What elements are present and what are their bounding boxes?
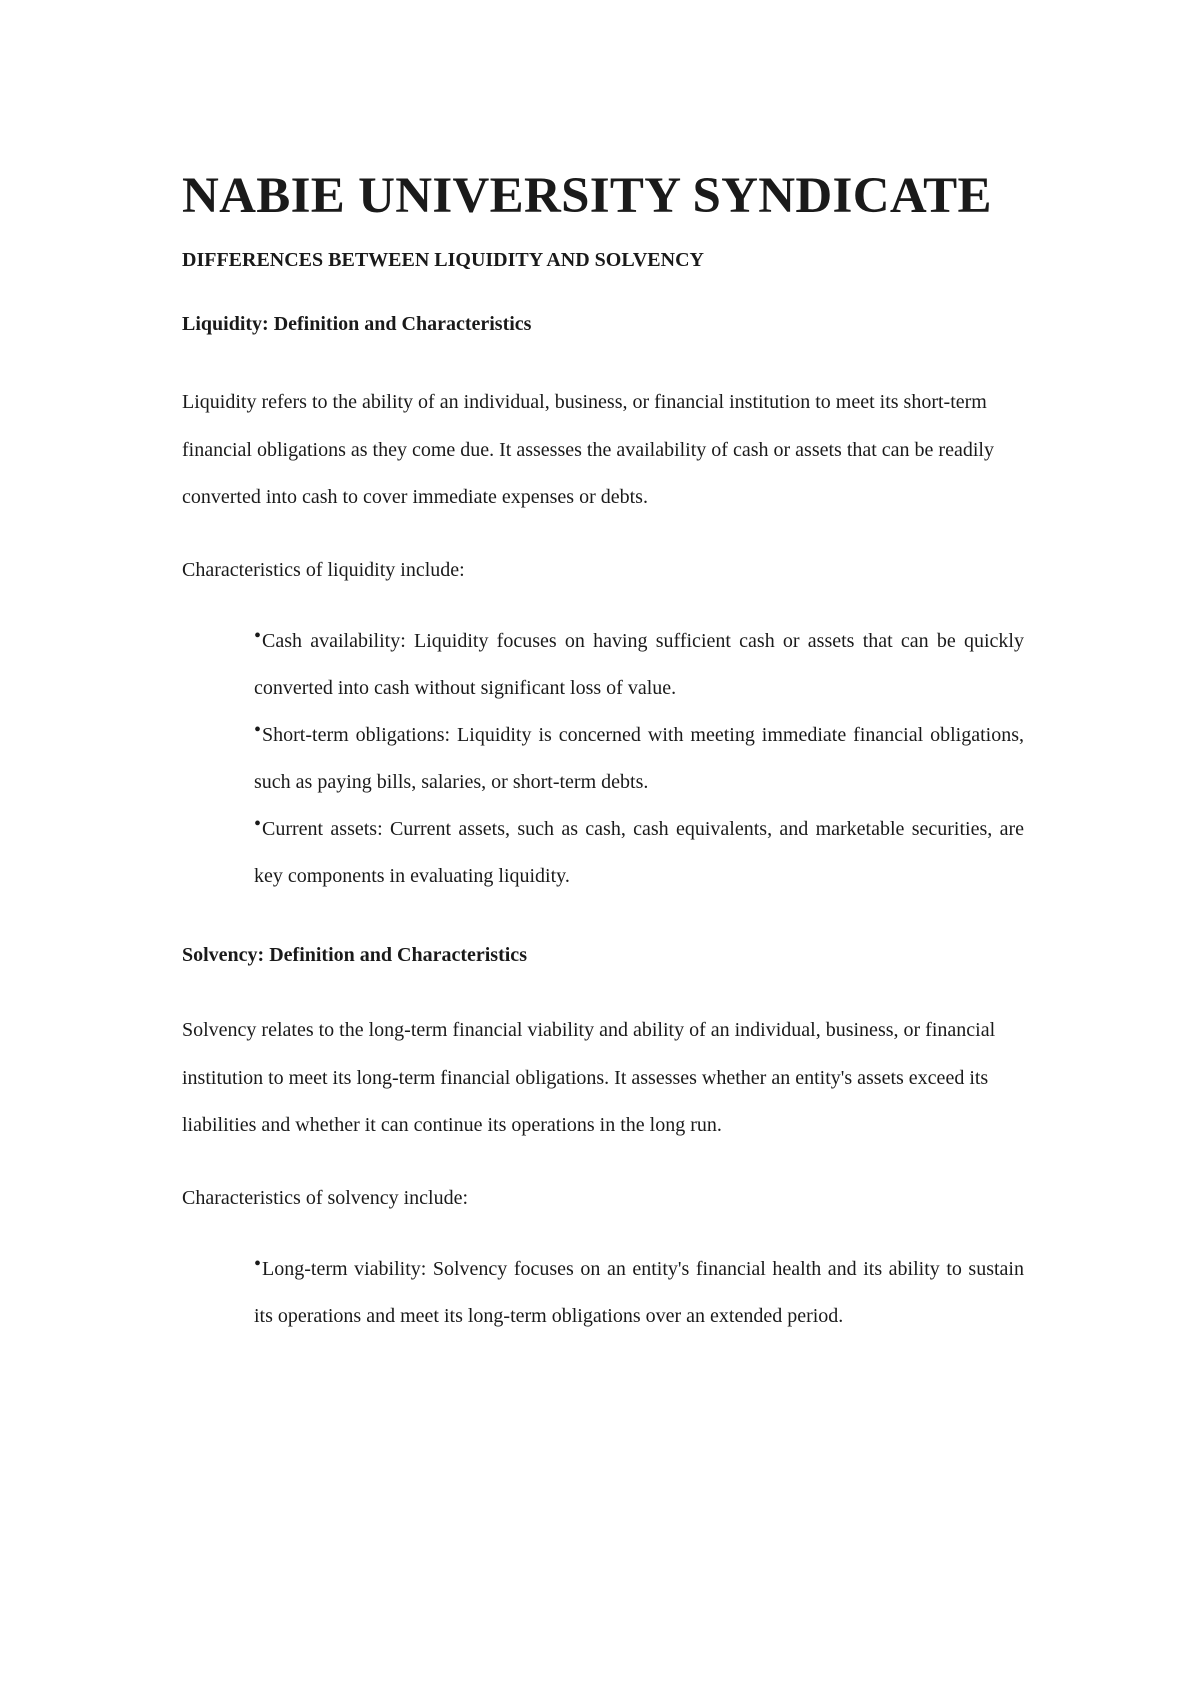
list-item-text: Short-term obligations: Liquidity is concerned with meeting immediate financial obligations, such as paying bills, salaries, or short-term debts. [254, 724, 1024, 793]
bullet-icon: • [254, 813, 262, 835]
list-item [254, 712, 1024, 806]
list-item-text: Current assets: Current assets, such as cash, cash equivalents, and marketable securities, are key components in evaluating liquidity. [254, 818, 1024, 887]
liquidity-heading: Liquidity: Definition and Characteristics [182, 313, 532, 335]
bullet-icon: • [254, 719, 262, 741]
solvency-characteristics-intro: Characteristics of solvency include: [182, 1186, 469, 1209]
list-item [254, 618, 1024, 712]
solvency-heading: Solvency: Definition and Characteristics [182, 944, 527, 966]
solvency-characteristics-list [254, 1246, 1024, 1340]
liquidity-characteristics-intro: Characteristics of liquidity include: [182, 558, 465, 581]
bullet-icon: • [254, 1253, 262, 1275]
list-item-text: Cash availability: Liquidity focuses on having sufficient cash or assets that can be quickly converted into cash without significant loss of value. [254, 630, 1024, 699]
list-item-text: Long-term viability: Solvency focuses on an entity's financial health and its ability to sustain its operations and meet its long-term obligations over an extended period. [254, 1258, 1024, 1327]
liquidity-definition: Liquidity refers to the ability of an individual, business, or financial institution to meet its short-term financial obligations as they come due. It assesses the availability of cash or assets that can be readily converted into cash to cover immediate expenses or debts. [182, 391, 994, 508]
solvency-definition: Solvency relates to the long-term financial viability and ability of an individual, business, or financial institution to meet its long-term financial obligations. It assesses whether an entity's assets exceed its liabilities and whether it can continue its operations in the long run. [182, 1019, 996, 1136]
document-title: NABIE UNIVERSITY SYNDICATE [182, 168, 992, 224]
bullet-icon: • [254, 625, 262, 647]
liquidity-characteristics-list [254, 618, 1024, 900]
document-subtitle: DIFFERENCES BETWEEN LIQUIDITY AND SOLVENCY [182, 249, 704, 271]
list-item [254, 1246, 1024, 1340]
list-item [254, 806, 1024, 900]
